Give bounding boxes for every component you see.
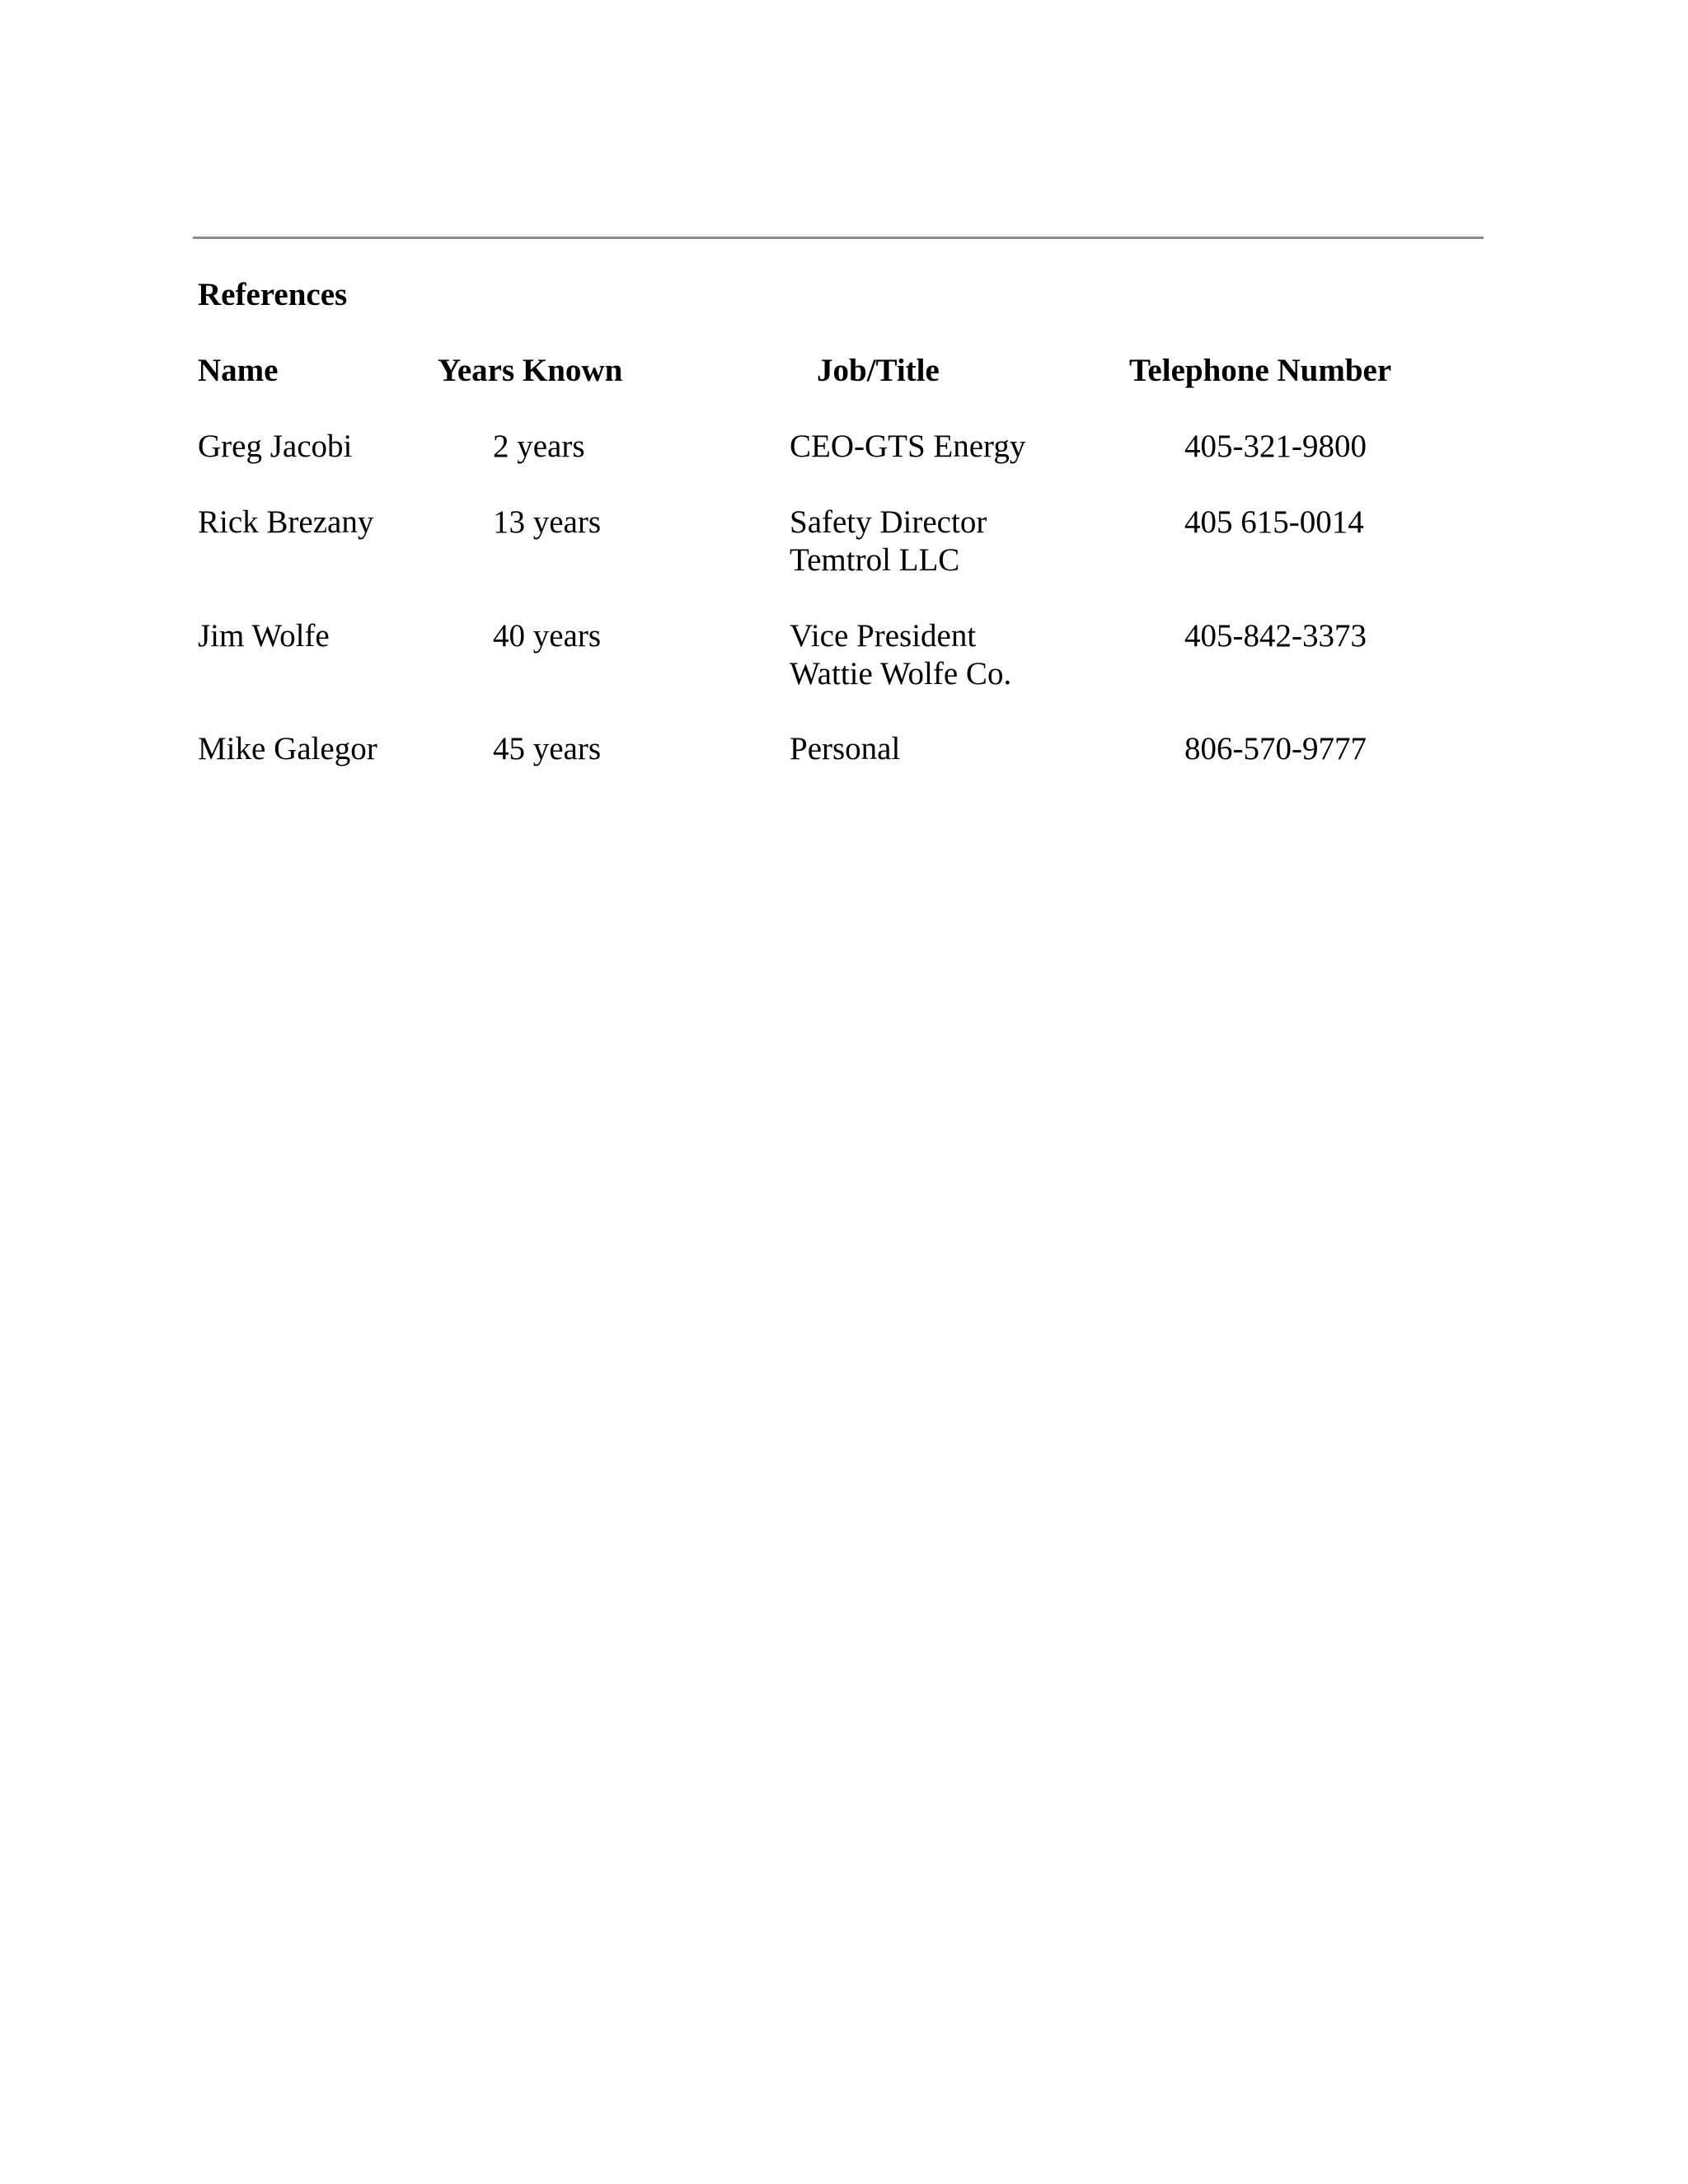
header-name: Name	[198, 353, 279, 388]
row-1-job-line-1: CEO-GTS Energy	[790, 429, 1026, 464]
row-4-name: Mike Galegor	[198, 731, 377, 766]
row-4-years: 45 years	[493, 731, 602, 766]
row-3-years: 40 years	[493, 618, 602, 654]
row-3-name: Jim Wolfe	[198, 618, 330, 654]
row-2-phone: 405 615-0014	[1184, 504, 1364, 540]
row-4-job-line-1: Personal	[790, 731, 901, 766]
row-4-phone: 806-570-9777	[1184, 731, 1367, 766]
row-1-name: Greg Jacobi	[198, 429, 353, 464]
row-2-job-line-1: Safety Director	[790, 504, 987, 540]
row-1-years: 2 years	[493, 429, 585, 464]
horizontal-divider	[193, 237, 1484, 239]
row-3-phone: 405-842-3373	[1184, 618, 1367, 654]
header-years-known: Years Known	[438, 353, 623, 388]
row-2-name: Rick Brezany	[198, 504, 374, 540]
row-1-phone: 405-321-9800	[1184, 429, 1367, 464]
header-telephone-number: Telephone Number	[1129, 353, 1392, 388]
header-job-title: Job/Title	[817, 353, 940, 388]
row-2-job-line-2: Temtrol LLC	[790, 542, 960, 578]
row-3-job-line-1: Vice President	[790, 618, 977, 654]
section-title: References	[198, 277, 348, 312]
row-3-job-line-2: Wattie Wolfe Co.	[790, 656, 1012, 691]
row-2-years: 13 years	[493, 504, 602, 540]
